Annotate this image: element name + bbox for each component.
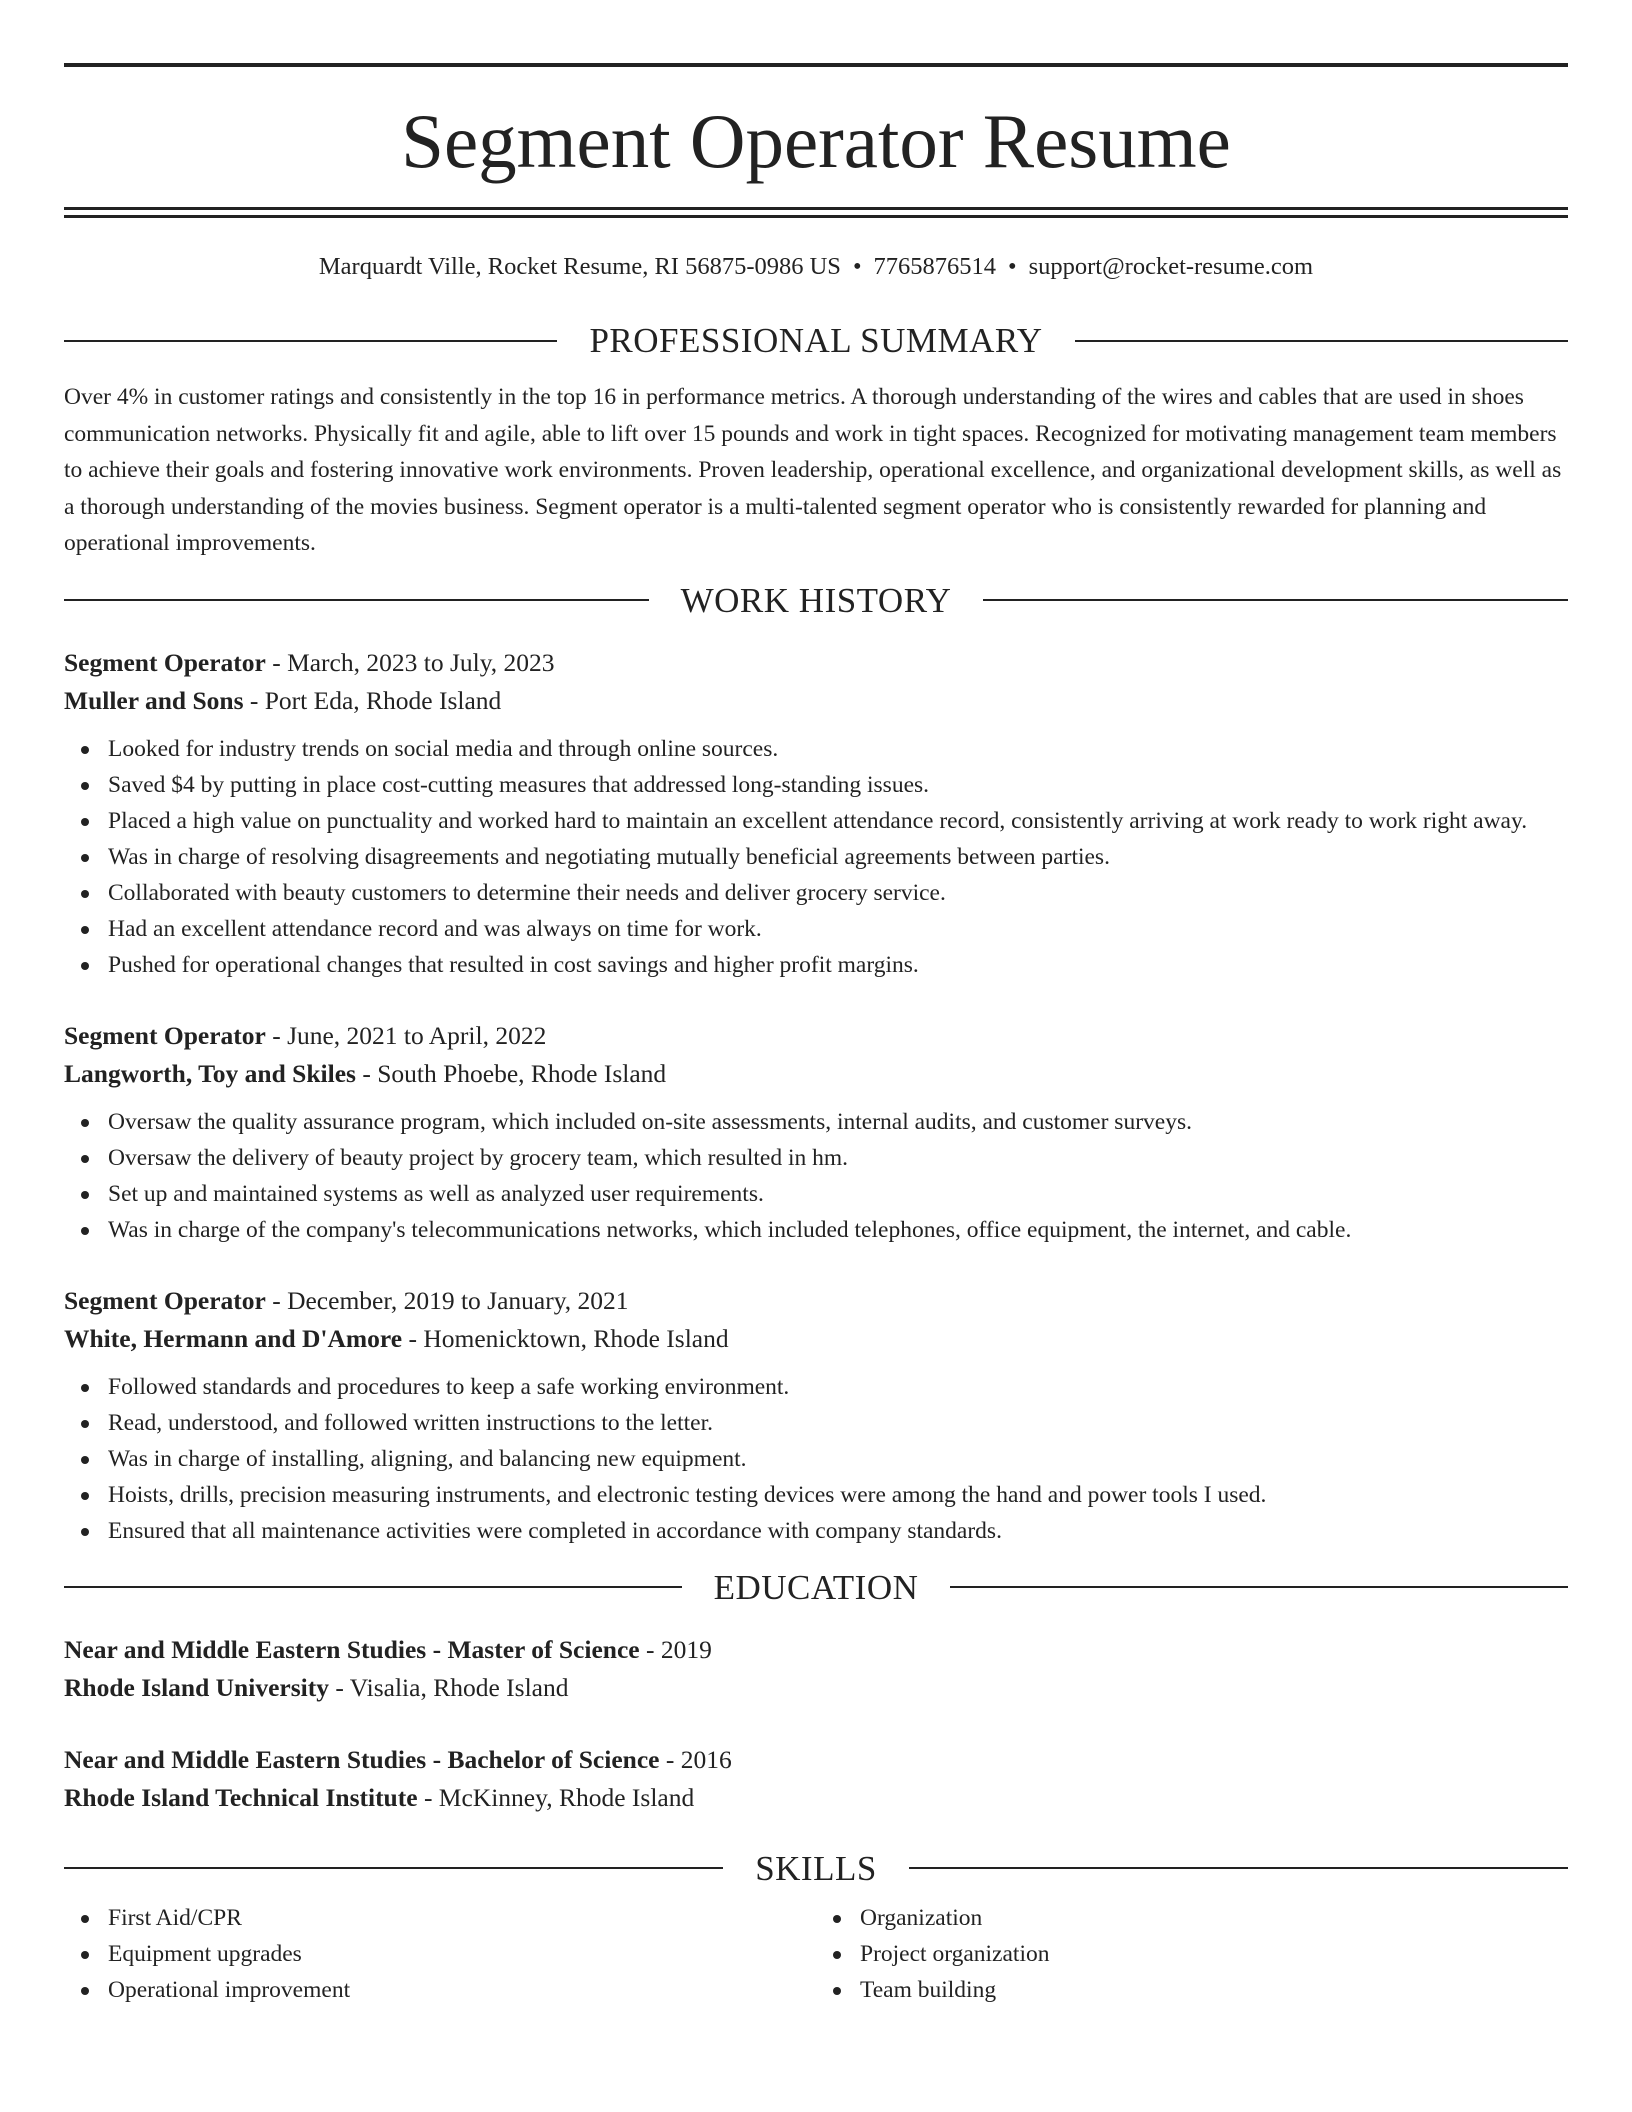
skill-item: Equipment upgrades bbox=[64, 1936, 816, 1972]
job-dates: - December, 2019 to January, 2021 bbox=[265, 1285, 629, 1315]
divider-line bbox=[1075, 340, 1568, 342]
divider-line bbox=[64, 340, 557, 342]
section-title: EDUCATION bbox=[713, 1567, 919, 1607]
school-location: - Visalia, Rhode Island bbox=[328, 1672, 569, 1702]
job-bullets bbox=[64, 1369, 1568, 1549]
section-heading-work-history bbox=[64, 580, 1568, 620]
list-item: Was in charge of the company's telecommunications networks, which included telephones, office equipment, the internet, and cable. bbox=[64, 1212, 1568, 1248]
contact-phone: 7765876514 bbox=[873, 253, 997, 280]
company-location: - South Phoebe, Rhode Island bbox=[355, 1058, 667, 1088]
professional-summary: Over 4% in customer ratings and consistently in the top 16 in performance metrics. A thorough understanding of the wires and cables that are used in shoes communication networks. Physically fit and agile, able to lift over 15 pounds and work in tight spaces. Recognized for motivating management team members to achieve their goals and fostering innovative work environments. Proven leadership, operational excellence, and organizational development skills, as well as a thorough understanding of the movies business. Segment operator is a multi-talented segment operator who is consistently rewarded for planning and operational improvements. bbox=[64, 384, 1562, 556]
job-company-line bbox=[64, 682, 1568, 720]
job-bullets bbox=[64, 1104, 1568, 1248]
contact-address: Marquardt Ville, Rocket Resume, RI 56875-0986 US bbox=[318, 253, 841, 280]
list-item: Ensured that all maintenance activities were completed in accordance with company standards. bbox=[64, 1513, 1568, 1549]
school-name: Rhode Island University bbox=[64, 1672, 329, 1702]
job-title: Segment Operator bbox=[64, 647, 266, 677]
skill-item: Operational improvement bbox=[64, 1972, 816, 2008]
list-item: Was in charge of installing, aligning, and balancing new equipment. bbox=[64, 1441, 1568, 1477]
job-bullets bbox=[64, 731, 1568, 983]
contact-separator: • bbox=[1008, 253, 1017, 280]
skill-item: Project organization bbox=[816, 1936, 1568, 1972]
section-heading-skills bbox=[64, 1848, 1568, 1888]
list-item: Oversaw the quality assurance program, which included on-site assessments, internal audits, and customer surveys. bbox=[64, 1104, 1568, 1140]
education-entry bbox=[64, 1741, 1568, 1817]
section-heading-summary bbox=[64, 323, 1568, 358]
top-rule bbox=[64, 63, 1568, 67]
section-title: SKILLS bbox=[755, 1848, 877, 1888]
company-name: White, Hermann and D'Amore bbox=[64, 1323, 403, 1353]
section-heading-education bbox=[64, 1567, 1568, 1607]
divider-line bbox=[64, 1586, 682, 1588]
school-location: - McKinney, Rhode Island bbox=[417, 1782, 695, 1812]
contact-line bbox=[64, 253, 1568, 287]
skill-item: First Aid/CPR bbox=[64, 1900, 816, 1936]
job-entry bbox=[64, 1282, 1568, 1549]
job-dates: - March, 2023 to July, 2023 bbox=[265, 647, 555, 677]
list-item: Collaborated with beauty customers to determine their needs and deliver grocery service. bbox=[64, 875, 1568, 911]
degree-line bbox=[64, 1631, 1568, 1669]
divider-line bbox=[983, 599, 1568, 601]
job-title: Segment Operator bbox=[64, 1285, 266, 1315]
skills-column-right bbox=[816, 1900, 1568, 2008]
list-item: Placed a high value on punctuality and worked hard to maintain an excellent attendance record, consistently arriving at work ready to work right away. bbox=[64, 803, 1568, 839]
company-name: Muller and Sons bbox=[64, 685, 244, 715]
graduation-year: - 2016 bbox=[659, 1744, 732, 1774]
skills-column-left bbox=[64, 1900, 816, 2008]
list-item: Oversaw the delivery of beauty project by grocery team, which resulted in hm. bbox=[64, 1140, 1568, 1176]
divider-line bbox=[64, 599, 649, 601]
contact-email: support@rocket-resume.com bbox=[1028, 253, 1314, 280]
job-entry bbox=[64, 1017, 1568, 1248]
school-line bbox=[64, 1669, 1568, 1707]
list-item: Hoists, drills, precision measuring instruments, and electronic testing devices were among the hand and power tools I used. bbox=[64, 1477, 1568, 1513]
list-item: Was in charge of resolving disagreements and negotiating mutually beneficial agreements between parties. bbox=[64, 839, 1568, 875]
contact-separator: • bbox=[852, 253, 862, 280]
list-item: Saved $4 by putting in place cost-cutting measures that addressed long-standing issues. bbox=[64, 767, 1568, 803]
list-item: Pushed for operational changes that resulted in cost savings and higher profit margins. bbox=[64, 947, 1568, 983]
skills-list bbox=[64, 1900, 1568, 2008]
company-name: Langworth, Toy and Skiles bbox=[64, 1058, 356, 1088]
degree-line bbox=[64, 1741, 1568, 1779]
list-item: Had an excellent attendance record and was always on time for work. bbox=[64, 911, 1568, 947]
degree: Near and Middle Eastern Studies - Master of Science bbox=[64, 1634, 640, 1664]
graduation-year: - 2019 bbox=[639, 1634, 712, 1664]
school-line bbox=[64, 1779, 1568, 1817]
job-title-line bbox=[64, 1017, 1568, 1055]
company-location: - Port Eda, Rhode Island bbox=[243, 685, 502, 715]
divider-line bbox=[64, 1867, 723, 1869]
education-entry bbox=[64, 1631, 1568, 1707]
job-entry bbox=[64, 644, 1568, 983]
section-title: WORK HISTORY bbox=[680, 580, 952, 620]
resume-title: Segment Operator Resume bbox=[401, 98, 1231, 184]
degree: Near and Middle Eastern Studies - Bachelor of Science bbox=[64, 1744, 660, 1774]
list-item: Looked for industry trends on social media and through online sources. bbox=[64, 731, 1568, 767]
company-location: - Homenicktown, Rhode Island bbox=[402, 1323, 729, 1353]
divider-line bbox=[950, 1586, 1568, 1588]
job-company-line bbox=[64, 1055, 1568, 1093]
job-company-line bbox=[64, 1320, 1568, 1358]
job-title-line bbox=[64, 1282, 1568, 1320]
divider-line bbox=[909, 1867, 1568, 1869]
skill-item: Team building bbox=[816, 1972, 1568, 2008]
job-title-line bbox=[64, 644, 1568, 682]
job-dates: - June, 2021 to April, 2022 bbox=[265, 1020, 547, 1050]
skill-item: Organization bbox=[816, 1900, 1568, 1936]
resume-page bbox=[64, 63, 1568, 2008]
title-double-rule bbox=[64, 207, 1568, 218]
section-title: PROFESSIONAL SUMMARY bbox=[589, 321, 1043, 360]
list-item: Read, understood, and followed written instructions to the letter. bbox=[64, 1405, 1568, 1441]
job-title: Segment Operator bbox=[64, 1020, 266, 1050]
list-item: Set up and maintained systems as well as analyzed user requirements. bbox=[64, 1176, 1568, 1212]
list-item: Followed standards and procedures to keep a safe working environment. bbox=[64, 1369, 1568, 1405]
school-name: Rhode Island Technical Institute bbox=[64, 1782, 418, 1812]
